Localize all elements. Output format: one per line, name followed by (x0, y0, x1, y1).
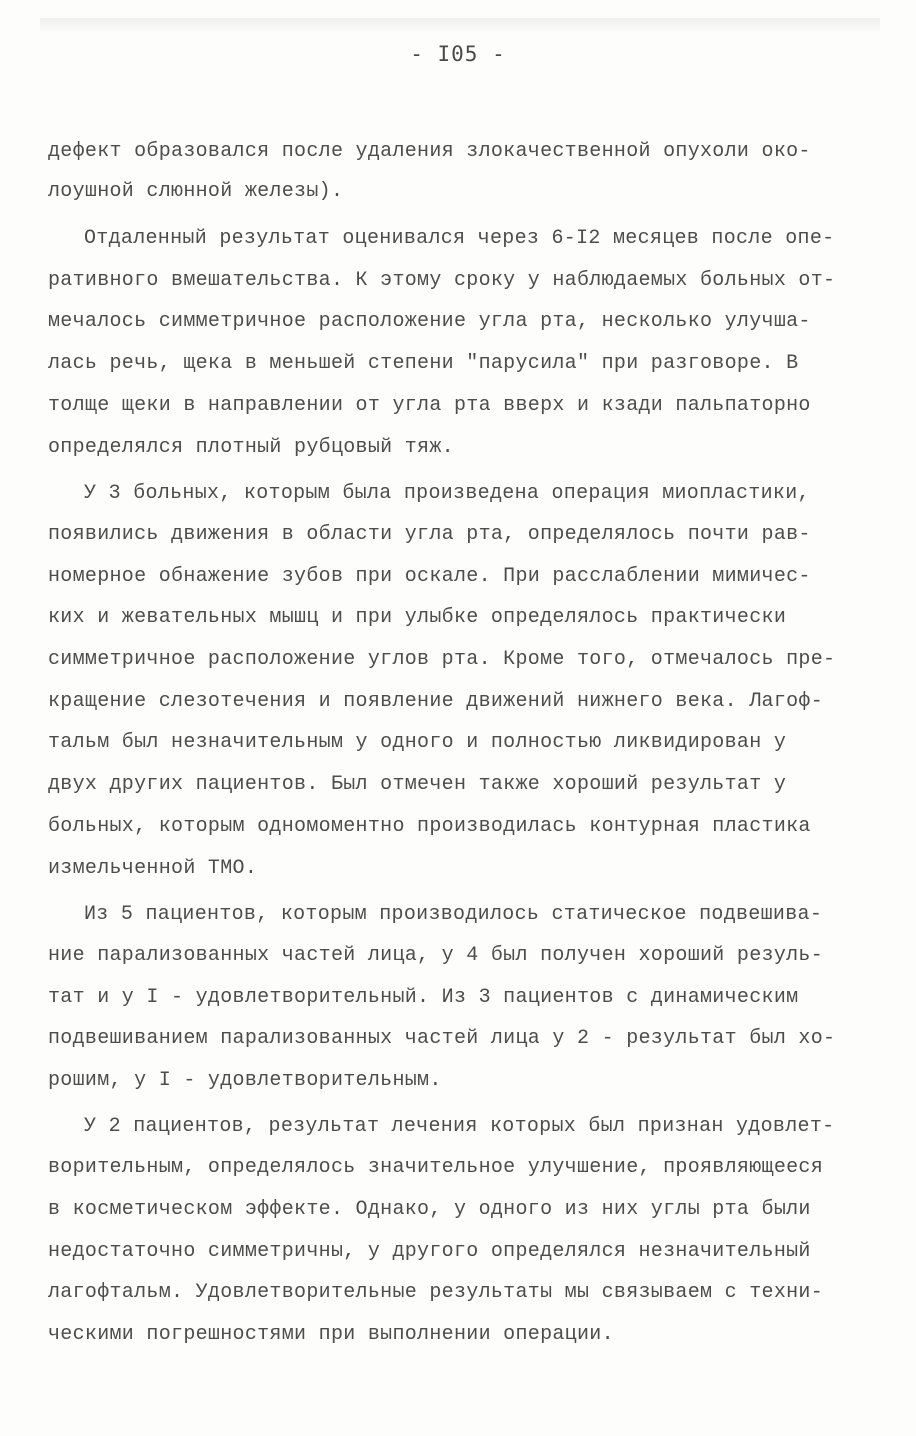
text-line: появились движения в области угла рта, определялось почти рав- (48, 523, 811, 546)
text-line: тальм был незначительным у одного и полностью ликвидирован у (48, 731, 787, 754)
text-line: толще щеки в направлении от угла рта вверх и кзади пальпаторно (48, 394, 811, 417)
text-line: больных, которым одномоментно производилась контурная пластика (48, 815, 811, 838)
text-line: мечалось симметричное расположение угла рта, несколько улучша- (48, 310, 811, 333)
page-number: - I05 - (410, 42, 506, 66)
text-line: У 3 больных, которым была произведена операция миопластики, (84, 482, 810, 505)
text-line: лагофтальм. Удовлетворительные результаты мы связываем с техни- (48, 1281, 824, 1304)
text-line: подвешиванием парализованных частей лица у 2 - результат был хо- (48, 1027, 836, 1050)
text-line: дефект образовался после удаления злокачественной опухоли око- (48, 140, 811, 163)
text-line: кращение слезотечения и появление движений нижнего века. Лагоф- (48, 690, 824, 713)
text-line: определялся плотный рубцовый тяж. (48, 436, 454, 459)
text-line: ративного вмешательства. К этому сроку у наблюдаемых больных от- (48, 269, 836, 292)
text-line: Из 5 пациентов, которым производилось статическое подвешива- (84, 903, 823, 926)
text-line: ких и жевательных мышц и при улыбке определялось практически (48, 606, 787, 629)
text-line: ческими погрешностями при выполнении операции. (48, 1323, 614, 1346)
text-line: рошим, у I - удовлетворительным. (48, 1069, 442, 1092)
text-line: лась речь, щека в меньшей степени "парусила" при разговоре. В (48, 352, 799, 375)
text-line: У 2 пациентов, результат лечения которых был признан удовлет- (84, 1115, 835, 1138)
text-line: измельченной ТМО. (48, 857, 258, 880)
text-line: симметричное расположение углов рта. Кроме того, отмечалось пре- (48, 648, 836, 671)
text-line: номерное обнажение зубов при оскале. При расслаблении мимичес- (48, 565, 811, 588)
scan-edge-shadow (40, 18, 880, 34)
text-line: недостаточно симметричны, у другого определялся незначительный (48, 1240, 811, 1263)
text-line: лоушной слюнной железы). (48, 180, 344, 203)
text-line: в косметическом эффекте. Однако, у одного из них углы рта были (48, 1198, 811, 1221)
text-line: ние парализованных частей лица, у 4 был получен хороший резуль- (48, 944, 824, 967)
text-line: Отдаленный результат оценивался через 6-I2 месяцев после опе- (84, 227, 835, 250)
text-line: ворительным, определялось значительное улучшение, проявляющееся (48, 1156, 824, 1179)
text-line: двух других пациентов. Был отмечен также хороший результат у (48, 773, 787, 796)
text-line: тат и у I - удовлетворительный. Из 3 пациентов с динамическим (48, 986, 799, 1009)
